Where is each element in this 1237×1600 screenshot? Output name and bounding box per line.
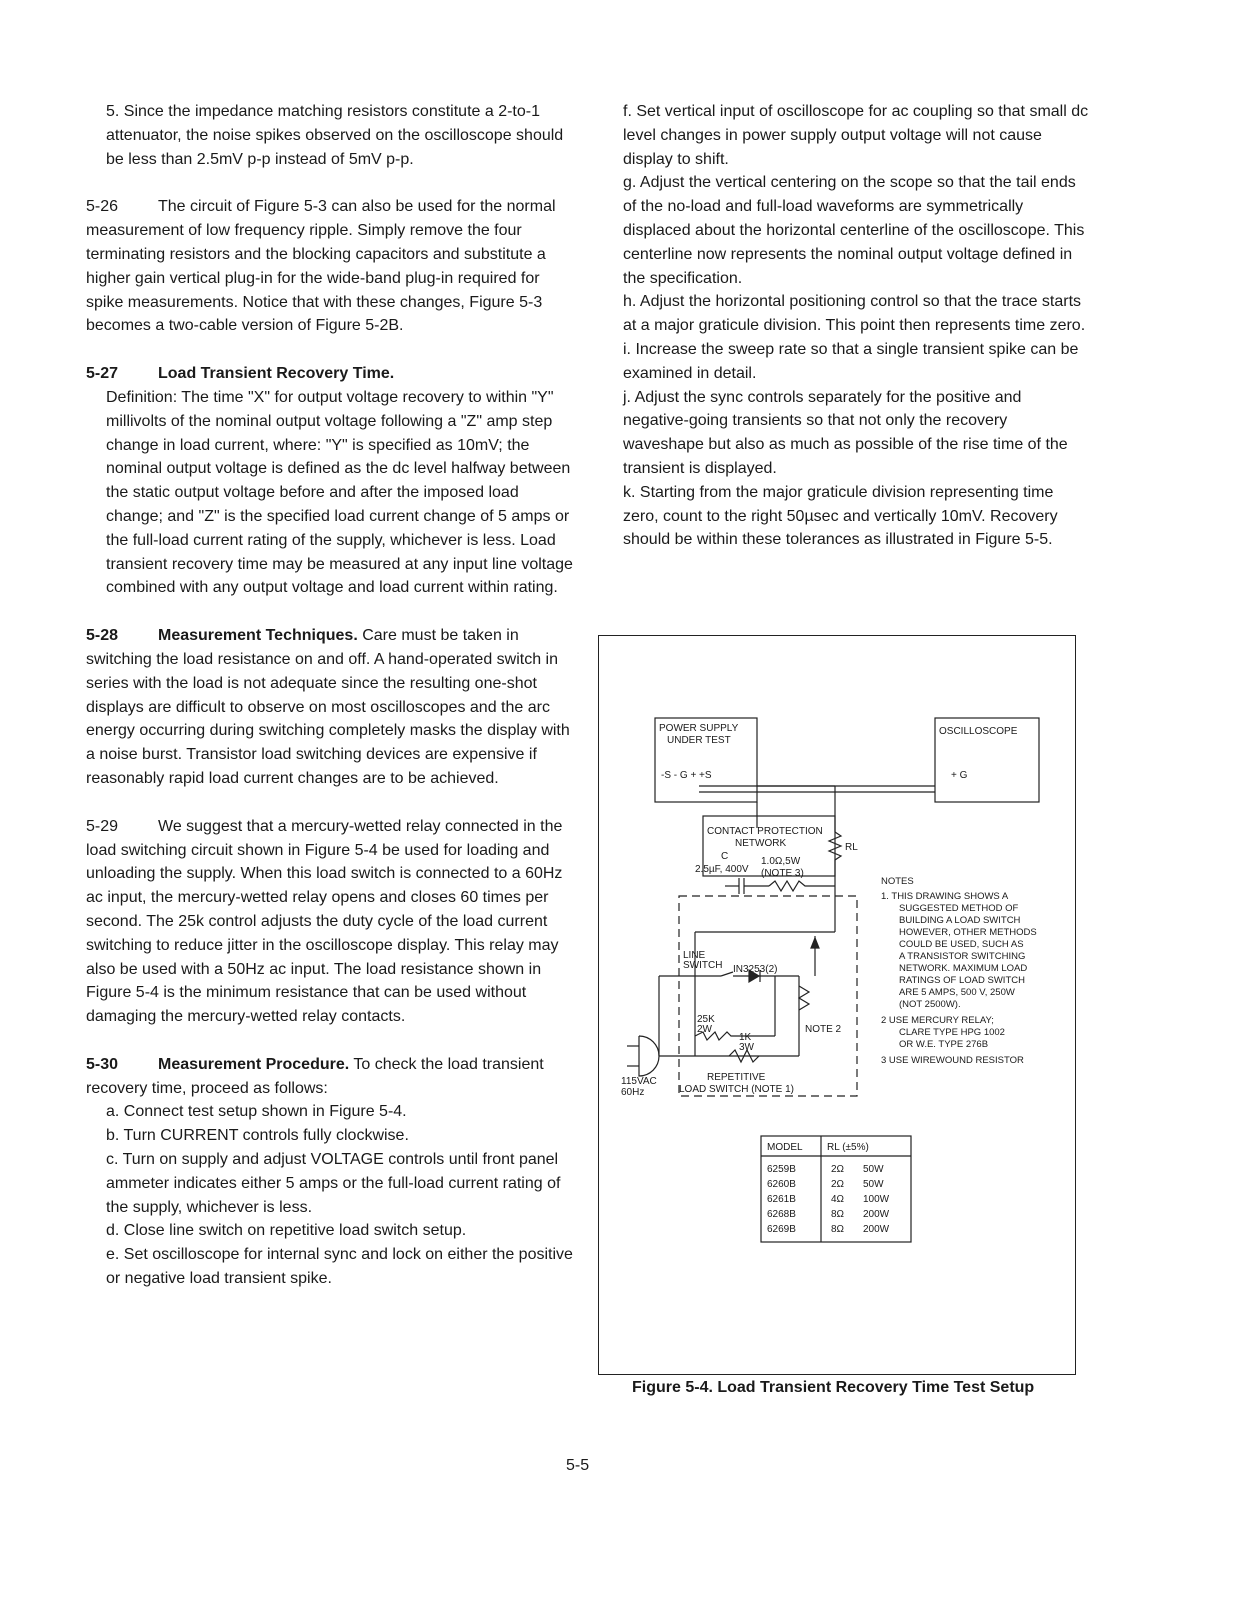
resistor2-value: 1K — [739, 1032, 752, 1043]
power-supply-label: POWER SUPPLY — [659, 723, 739, 734]
step-h: h. Adjust the horizontal positioning control so that the trace starts at a major graticule division. This point then represents time zero. — [623, 293, 1086, 335]
section-5-29 — [86, 815, 578, 1029]
table-cell: 200W — [863, 1209, 890, 1220]
step-c: c. Turn on supply and adjust VOLTAGE controls until front panel ammeter indicates either 5 amps or the full-load current rating of the supply, whichever is less. — [106, 1151, 561, 1216]
note2-label: NOTE 2 — [805, 1024, 842, 1035]
step-d: d. Close line switch on repetitive load switch setup. — [106, 1222, 467, 1240]
note-line: OR W.E. TYPE 276B — [899, 1039, 989, 1050]
section-5-27-heading — [86, 362, 578, 386]
note-line: BUILDING A LOAD SWITCH — [899, 915, 1021, 926]
load-switch-label: LOAD SWITCH (NOTE 1) — [679, 1084, 795, 1095]
step-f: f. Set vertical input of oscilloscope for ac coupling so that small dc level changes in power supply output voltage will not cause display to shift. — [623, 103, 1089, 168]
table-cell: 8Ω — [831, 1224, 845, 1235]
network-label: NETWORK — [735, 838, 787, 849]
figure-5-4 — [598, 635, 1076, 1375]
step-i: i. Increase the sweep rate so that a single transient spike can be examined in detail. — [623, 340, 1079, 382]
section-title: Measurement Techniques. — [158, 627, 358, 645]
note-line: NETWORK. MAXIMUM LOAD — [899, 963, 1028, 974]
table-cell: 6268B — [767, 1209, 796, 1220]
terminal-labels: -S - G + +S — [661, 770, 712, 781]
rl-label: RL — [845, 842, 858, 853]
pot-rating: 2W — [697, 1024, 712, 1035]
step-e: e. Set oscilloscope for internal sync and lock on either the positive or negative load transient spike. — [106, 1246, 573, 1288]
section-title: Measurement Procedure. — [158, 1055, 350, 1073]
power-supply-label-2: UNDER TEST — [667, 735, 731, 746]
section-number: 5-28 — [86, 627, 119, 645]
table-cell: 50W — [863, 1164, 884, 1175]
resistor2-rating: 3W — [739, 1042, 754, 1053]
section-text: To check the load transient recovery time, proceed as follows: — [86, 1055, 544, 1097]
diode-label: IN3253(2) — [733, 964, 778, 975]
table-cell: 6260B — [767, 1179, 796, 1190]
note-line: SUGGESTED METHOD OF — [899, 903, 1019, 914]
note-line: A TRANSISTOR SWITCHING — [899, 951, 1026, 962]
step-a: a. Connect test setup shown in Figure 5-4. — [106, 1103, 407, 1121]
table-cell: 50W — [863, 1179, 884, 1190]
repetitive-label: REPETITIVE — [707, 1072, 766, 1083]
note-line: 1. THIS DRAWING SHOWS A — [881, 891, 1009, 902]
note-line: HOWEVER, OTHER METHODS — [899, 927, 1037, 938]
table-cell: 6269B — [767, 1224, 796, 1235]
left-column — [86, 100, 578, 1291]
section-number: 5-27 — [86, 365, 119, 383]
table-cell: 200W — [863, 1224, 890, 1235]
capacitor-c-label: C — [721, 851, 729, 862]
oscilloscope-label: OSCILLOSCOPE — [939, 726, 1018, 737]
section-number: 5-26 — [86, 198, 119, 216]
table-cell: 4Ω — [831, 1194, 845, 1205]
section-5-28 — [86, 624, 578, 791]
table-header-rl: RL (±5%) — [827, 1142, 869, 1153]
line-label: LINE — [683, 950, 706, 961]
section-text: The circuit of Figure 5-3 can also be used for the normal measurement of low frequency ripple. Simply remove the four terminating resistors and the blocking capacitors and substitute a higher gain vertical plug-in for the wide-band plug-in required for spike measurements. Notice that with these changes, Figure 5-3 becomes a two-cable version of Figure 5-2B. — [86, 198, 556, 335]
step-g: g. Adjust the vertical centering on the scope so that the tail ends of the no-load and full-load waveforms are symmetrically displaced about the horizontal centerline of the oscilloscope. This centerline now represents the nominal output voltage defined in the specification. — [623, 174, 1085, 287]
figure-caption: Figure 5-4. Load Transient Recovery Time Test Setup — [632, 1379, 1035, 1396]
note3-label: (NOTE 3) — [761, 868, 804, 879]
table-header-model: MODEL — [767, 1142, 803, 1153]
right-column — [603, 100, 1089, 552]
section-5-26 — [86, 195, 578, 338]
section-number: 5-30 — [86, 1055, 119, 1073]
pot-value: 25K — [697, 1014, 715, 1025]
section-title: Load Transient Recovery Time. — [158, 365, 395, 383]
vac-label: 115VAC — [621, 1076, 657, 1087]
note-line: CLARE TYPE HPG 1002 — [899, 1027, 1005, 1038]
table-cell: 2Ω — [831, 1179, 845, 1190]
step-k: k. Starting from the major graticule division representing time zero, count to the right 50µsec and vertically 10mV. Recovery should be within these tolerances as illustrated in Figure 5-5. — [623, 483, 1058, 549]
note-line: COULD BE USED, SUCH AS — [899, 939, 1024, 950]
table-cell: 8Ω — [831, 1209, 845, 1220]
step-j: j. Adjust the sync controls separately for the positive and negative-going transients so that not only the recovery waveshape but also as much as possible of the rise time of the transient is displayed. — [623, 388, 1068, 477]
table-cell: 100W — [863, 1194, 890, 1205]
capacitor-value: 2.5µF, 400V — [695, 864, 749, 875]
hz-label: 60Hz — [621, 1087, 645, 1098]
page-number: 5-5 — [566, 1457, 590, 1474]
switch-label: SWITCH — [683, 960, 723, 971]
contact-protection-label: CONTACT PROTECTION — [707, 826, 823, 837]
section-5-30 — [86, 1053, 578, 1101]
notes-title: NOTES — [881, 876, 914, 887]
step-b: b. Turn CURRENT controls fully clockwise. — [106, 1127, 409, 1145]
section-5-27-definition: Definition: The time "X" for output voltage recovery to within "Y" millivolts of the nominal output voltage following a "Z" amp step change in load current, where: "Y" is specified as 10mV; the nominal output voltage is defined as the dc level halfway between the static output voltage before and after the imposed load change; and "Z" is the specified load current change of 5 amps or the full-load current rating of the supply, whichever is less. Load transient recovery time may be measured at any input line voltage combined with any output voltage and load current within rating. — [106, 388, 573, 597]
table-cell: 2Ω — [831, 1164, 845, 1175]
note-line: (NOT 2500W). — [899, 999, 961, 1010]
section-text: Care must be taken in switching the load resistance on and off. A hand-operated switch in series with the load is not adequate since the resulting one-shot displays are difficult to observe on most oscilloscopes and the arc energy occurring during switching completely masks the display with a noise burst. Transistor load switching devices are expensive if reasonably rapid load current changes are to be achieved. — [86, 627, 570, 787]
note-line: 3 USE WIREWOUND RESISTOR — [881, 1055, 1024, 1066]
table-cell: 6259B — [767, 1164, 796, 1175]
section-text: We suggest that a mercury-wetted relay connected in the load switching circuit shown in Figure 5-4 be used for loading and unloading the supply. When this load switch is connected to a 60Hz ac input, the mercury-wetted relay opens and closes 60 times per second. The 25k control adjusts the duty cycle of the load current switching to reduce jitter in the oscilloscope display. This relay may also be used with a 50Hz ac input. The load resistance shown in Figure 5-4 is the minimum resistance that can be used without damaging the mercury-wetted relay contacts. — [86, 817, 563, 1026]
note-line: ARE 5 AMPS, 500 V, 250W — [899, 987, 1015, 998]
resistor-value: 1.0Ω,5W — [761, 856, 801, 867]
schematic-diagram — [599, 636, 1077, 1376]
item-5-text: 5. Since the impedance matching resistors constitute a 2-to-1 attenuator, the noise spikes observed on the oscilloscope should be less than 2.5mV p-p instead of 5mV p-p. — [106, 103, 564, 168]
note-line: 2 USE MERCURY RELAY; — [881, 1015, 994, 1026]
table-cell: 6261B — [767, 1194, 796, 1205]
note-line: RATINGS OF LOAD SWITCH — [899, 975, 1025, 986]
scope-terminal-labels: + G — [951, 770, 968, 781]
section-number: 5-29 — [86, 817, 119, 835]
